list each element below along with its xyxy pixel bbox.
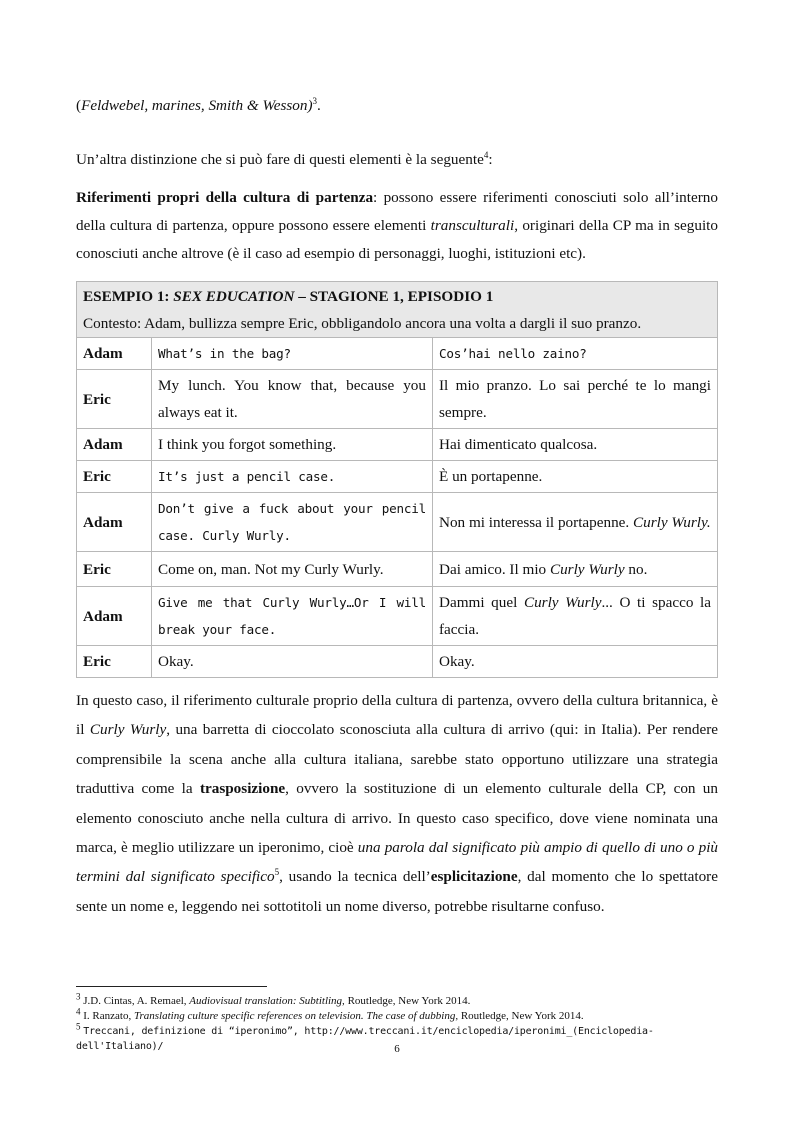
top-line-italic: Feldwebel, marines, Smith & Wesson) xyxy=(81,97,313,114)
speaker-cell: Adam xyxy=(77,493,152,552)
translation-cell: Dai amico. Il mio Curly Wurly no. xyxy=(433,552,718,587)
translation-cell: Non mi interessa il portapenne. Curly Wurly. xyxy=(433,493,718,552)
intro-tail: : xyxy=(488,151,493,168)
top-line xyxy=(76,92,718,120)
original-line-cell: Come on, man. Not my Curly Wurly. xyxy=(152,552,433,587)
footnote-ref-4[interactable]: 4 xyxy=(483,149,489,160)
speaker-cell: Adam xyxy=(77,587,152,646)
page-number: 6 xyxy=(394,1043,400,1055)
top-line-open: ( xyxy=(76,97,82,114)
table-row xyxy=(77,461,718,493)
intro-text: Un’altra distinzione che si può fare di questi elementi è la seguente xyxy=(76,151,484,168)
original-line-cell: Give me that Curly Wurly…Or I will break your face. xyxy=(152,587,433,646)
example-header-row xyxy=(77,282,718,338)
speaker-cell: Eric xyxy=(77,461,152,493)
definition-term: Riferimenti propri della cultura di partenza xyxy=(76,189,374,206)
table-row xyxy=(77,587,718,646)
table-row xyxy=(77,646,718,678)
footnote-4: $^4$ I. Ranzato, Translating culture specific references on television. The case of dubbing, Routledge, New York 2014. xyxy=(76,1006,584,1022)
translation-cell: Il mio pranzo. Lo sai perché te lo mangi sempre. xyxy=(433,370,718,429)
footnote-3: $^3$ J.D. Cintas, A. Remael, Audiovisual translation: Subtitling, Routledge, New York 2014. xyxy=(76,991,471,1007)
original-line-cell: Okay. xyxy=(152,646,433,678)
top-line-close: . xyxy=(317,97,321,114)
body-italic-definition: una parola dal significato più ampio di quello di uno o più termini dal significato specifico xyxy=(76,839,719,886)
footnote-ref-5[interactable]: 5 xyxy=(274,867,280,878)
definition-text-1: : possono essere riferimenti conosciuti solo all’interno della cultura di partenza, oppure possono essere elementi xyxy=(76,189,718,234)
translation-cell: Hai dimenticato qualcosa. xyxy=(433,429,718,461)
example-context: Contesto: Adam, bullizza sempre Eric, obbligandolo ancora una volta a dargli il suo pranzo. xyxy=(83,315,642,332)
translation-cell: Okay. xyxy=(433,646,718,678)
original-line-cell: It’s just a pencil case. xyxy=(152,461,433,493)
example-table xyxy=(76,281,718,678)
body-paragraph: In questo caso, il riferimento culturale proprio della cultura di partenza, ovvero della cultura britannica, è il Curly Wurly, una barretta di cioccolato sconosciuta alla cultura di arrivo (qui: in Italia). Per rendere comprensibile la scena anche alla cultura italiana, sarebbe stato opportuno utilizzare una strategia traduttiva come la trasposizione, ovvero la sostituzione di un elemento culturale della CP, con un elemento conosciuto anche nella cultura di arrivo. In questo caso specifico, dove viene nominata una marca, è meglio utilizzare un iperonimo, cioè una parola dal significato più ampio di quello di uno o più termini dal significato specifico$^5$, usando la tecnica dell’esplicitazione, dal momento che lo spettatore sente un nome e, leggendo nei sottotitoli un nome diverso, potrebbe risultarne confuso. xyxy=(76,692,719,915)
body-bold-trasposizione: trasposizione xyxy=(199,780,286,798)
speaker-cell: Eric xyxy=(77,370,152,429)
original-line-cell: Don’t give a fuck about your pencil case. Curly Wurly. xyxy=(152,493,433,552)
footnote-ref-3[interactable]: 3 xyxy=(312,95,318,106)
translation-cell: Cos’hai nello zaino? xyxy=(433,338,718,370)
footnote-5: $^5$ Treccani, definizione di “iperonimo”, http://www.treccani.it/enciclopedia/iperonimi_(Enciclopedia-dell'Italiano)/ xyxy=(76,1021,654,1052)
speaker-cell: Adam xyxy=(77,338,152,370)
original-line-cell: My lunch. You know that, because you always eat it. xyxy=(152,370,433,429)
speaker-cell: Adam xyxy=(77,429,152,461)
footnote-5-link[interactable]: Treccani, definizione di “iperonimo”, http://www.treccani.it/enciclopedia/iperonimi_(Enciclopedia-dell'Italiano)/ xyxy=(76,1026,654,1052)
body-bold-esplicitazione: esplicitazione xyxy=(430,868,518,886)
example-title: ESEMPIO 1: SEX EDUCATION – STAGIONE 1, EPISODIO 1 xyxy=(83,288,494,305)
footnote-divider xyxy=(76,986,267,987)
speaker-cell: Eric xyxy=(77,646,152,678)
table-row xyxy=(77,370,718,429)
original-line-cell: What’s in the bag? xyxy=(152,338,433,370)
definition-paragraph xyxy=(76,184,718,268)
original-line-cell: I think you forgot something. xyxy=(152,429,433,461)
speaker-cell: Eric xyxy=(77,552,152,587)
body-italic-brand: Curly Wurly xyxy=(89,721,167,739)
definition-text-2: , originari della CP ma in seguito conosciuti anche altrove (è il caso ad esempio di personaggi, luoghi, istituzioni etc). xyxy=(76,217,718,262)
table-row xyxy=(77,338,718,370)
translation-cell: Dammi quel Curly Wurly... O ti spacco la faccia. xyxy=(433,587,718,646)
example-header xyxy=(77,282,718,338)
intro-paragraph xyxy=(76,146,718,174)
table-row xyxy=(77,493,718,552)
table-row xyxy=(77,552,718,587)
table-row xyxy=(77,429,718,461)
translation-cell: È un portapenne. xyxy=(433,461,718,493)
definition-italic: transculturali xyxy=(430,217,515,234)
